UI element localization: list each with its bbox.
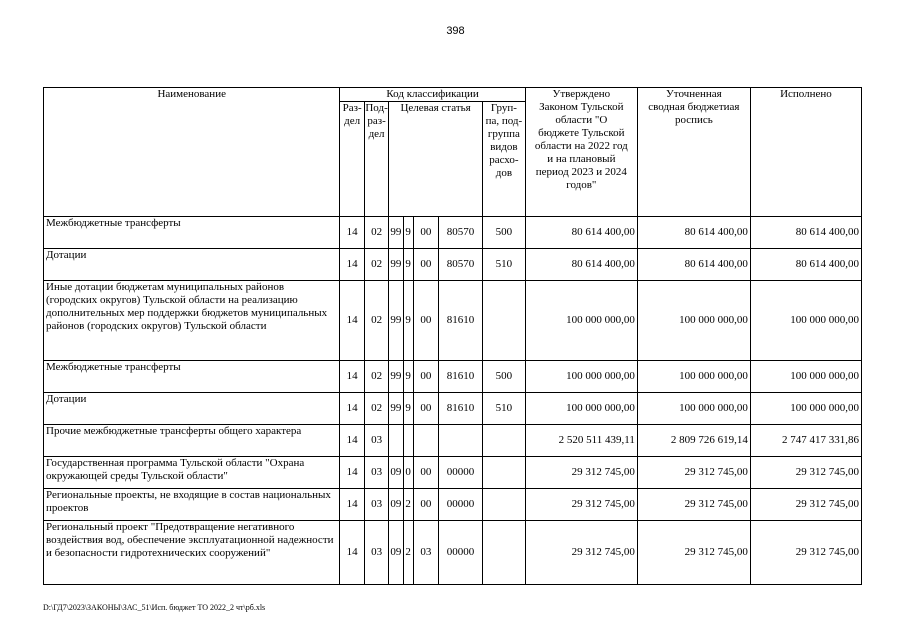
table-body	[44, 217, 862, 585]
row-approved: 29 312 745,00	[525, 521, 637, 585]
row-refined: 100 000 000,00	[637, 393, 750, 425]
row-code-vr	[482, 521, 525, 585]
row-code-cs3: 00	[413, 457, 438, 489]
row-approved: 80 614 400,00	[525, 217, 637, 249]
row-approved: 2 520 511 439,11	[525, 425, 637, 457]
header-celevaya: Целевая статья	[389, 102, 483, 217]
row-name: Дотации	[44, 249, 340, 281]
row-code-cs4: 80570	[439, 217, 483, 249]
row-code-cs4: 00000	[439, 521, 483, 585]
row-code-cs2: 0	[403, 457, 413, 489]
header-name: Наименование	[44, 88, 340, 217]
table-row	[44, 217, 862, 249]
row-code-pr: 03	[364, 457, 388, 489]
header-code-group: Код классификации	[340, 88, 525, 102]
row-code-cs2	[403, 425, 413, 457]
row-approved: 29 312 745,00	[525, 489, 637, 521]
row-refined: 29 312 745,00	[637, 457, 750, 489]
row-code-cs1: 09	[389, 489, 403, 521]
row-code-cs2: 9	[403, 393, 413, 425]
row-refined: 100 000 000,00	[637, 281, 750, 361]
row-code-cs4	[439, 425, 483, 457]
row-code-cs1: 99	[389, 361, 403, 393]
row-code-rz: 14	[340, 281, 364, 361]
row-code-vr: 500	[482, 217, 525, 249]
row-executed: 2 747 417 331,86	[750, 425, 861, 457]
row-refined: 100 000 000,00	[637, 361, 750, 393]
header-refined: Уточненная сводная бюджетиая роспись	[637, 88, 750, 217]
row-code-cs4: 00000	[439, 489, 483, 521]
row-refined: 29 312 745,00	[637, 521, 750, 585]
row-code-rz: 14	[340, 393, 364, 425]
row-name: Государственная программа Тульской области "Охрана окружающей среды Тульской области"	[44, 457, 340, 489]
row-code-rz: 14	[340, 361, 364, 393]
table-row	[44, 425, 862, 457]
row-code-cs4: 81610	[439, 361, 483, 393]
row-code-rz: 14	[340, 521, 364, 585]
budget-table	[43, 87, 862, 585]
row-executed: 100 000 000,00	[750, 361, 861, 393]
header-approved: Утверждено Законом Тульской области "О бюджете Тульской области на 2022 год и на плановый период 2023 и 2024 годов"	[525, 88, 637, 217]
header-executed: Исполнено	[750, 88, 861, 217]
row-code-cs3: 00	[413, 489, 438, 521]
header-razdel: Раз- дел	[340, 102, 364, 217]
row-code-vr: 510	[482, 249, 525, 281]
row-code-vr	[482, 425, 525, 457]
row-code-vr	[482, 457, 525, 489]
row-code-pr: 03	[364, 521, 388, 585]
file-path-footer: D:\ГД7\2023\ЗАКОНЫ\ЗАС_51\Исп. бюджет ТО 2022_2 чт\рб.xls	[43, 603, 266, 612]
row-code-cs3: 03	[413, 521, 438, 585]
row-code-rz: 14	[340, 217, 364, 249]
row-executed: 29 312 745,00	[750, 457, 861, 489]
row-executed: 80 614 400,00	[750, 217, 861, 249]
header-gruppa: Груп- па, под- группа видов расхо- дов	[482, 102, 525, 217]
row-approved: 29 312 745,00	[525, 457, 637, 489]
row-code-cs4: 00000	[439, 457, 483, 489]
row-approved: 80 614 400,00	[525, 249, 637, 281]
row-name: Прочие межбюджетные трансферты общего характера	[44, 425, 340, 457]
row-refined: 29 312 745,00	[637, 489, 750, 521]
row-code-pr: 02	[364, 281, 388, 361]
row-code-rz: 14	[340, 249, 364, 281]
row-code-pr: 03	[364, 489, 388, 521]
row-code-pr: 02	[364, 361, 388, 393]
table-row	[44, 457, 862, 489]
row-name: Иные дотации бюджетам муниципальных районов (городских округов) Тульской области на реализацию дополнительных мер поддержки бюджетов муниципальных районов (городских округов) Тульской области	[44, 281, 340, 361]
row-code-cs3: 00	[413, 249, 438, 281]
row-code-rz: 14	[340, 425, 364, 457]
row-code-cs4: 81610	[439, 393, 483, 425]
row-code-rz: 14	[340, 489, 364, 521]
row-code-cs3: 00	[413, 281, 438, 361]
row-executed: 29 312 745,00	[750, 489, 861, 521]
row-code-cs2: 9	[403, 281, 413, 361]
row-code-cs2: 2	[403, 521, 413, 585]
row-executed: 29 312 745,00	[750, 521, 861, 585]
table-row	[44, 361, 862, 393]
row-code-rz: 14	[340, 457, 364, 489]
row-refined: 80 614 400,00	[637, 249, 750, 281]
row-executed: 100 000 000,00	[750, 393, 861, 425]
row-name: Дотации	[44, 393, 340, 425]
row-code-cs4: 81610	[439, 281, 483, 361]
table-row	[44, 521, 862, 585]
row-code-cs1: 99	[389, 393, 403, 425]
table-row	[44, 249, 862, 281]
row-code-pr: 03	[364, 425, 388, 457]
row-code-cs3: 00	[413, 393, 438, 425]
row-approved: 100 000 000,00	[525, 361, 637, 393]
row-name: Межбюджетные трансферты	[44, 361, 340, 393]
row-name: Межбюджетные трансферты	[44, 217, 340, 249]
row-code-cs3: 00	[413, 217, 438, 249]
row-refined: 2 809 726 619,14	[637, 425, 750, 457]
table-row	[44, 281, 862, 361]
row-approved: 100 000 000,00	[525, 393, 637, 425]
row-code-cs1: 99	[389, 249, 403, 281]
table-row	[44, 393, 862, 425]
row-code-cs2: 9	[403, 217, 413, 249]
row-code-vr	[482, 281, 525, 361]
row-code-cs1: 99	[389, 217, 403, 249]
row-code-cs3: 00	[413, 361, 438, 393]
row-code-vr	[482, 489, 525, 521]
header-podrazdel: Под- раз- дел	[364, 102, 388, 217]
row-name: Региональный проект "Предотвращение негативного воздействия вод, обеспечение эксплуатационной надежности и безопасности гидротехнических сооружений"	[44, 521, 340, 585]
row-code-pr: 02	[364, 393, 388, 425]
page-number: 398	[446, 25, 465, 37]
row-code-cs1: 99	[389, 281, 403, 361]
row-code-cs2: 9	[403, 249, 413, 281]
row-executed: 100 000 000,00	[750, 281, 861, 361]
row-refined: 80 614 400,00	[637, 217, 750, 249]
table-row	[44, 489, 862, 521]
row-name: Региональные проекты, не входящие в состав национальных проектов	[44, 489, 340, 521]
row-code-pr: 02	[364, 249, 388, 281]
row-code-vr: 500	[482, 361, 525, 393]
row-executed: 80 614 400,00	[750, 249, 861, 281]
row-code-cs4: 80570	[439, 249, 483, 281]
row-code-cs3	[413, 425, 438, 457]
row-code-vr: 510	[482, 393, 525, 425]
row-code-cs2: 9	[403, 361, 413, 393]
row-code-cs2: 2	[403, 489, 413, 521]
row-code-pr: 02	[364, 217, 388, 249]
row-code-cs1	[389, 425, 403, 457]
row-code-cs1: 09	[389, 521, 403, 585]
row-code-cs1: 09	[389, 457, 403, 489]
row-approved: 100 000 000,00	[525, 281, 637, 361]
